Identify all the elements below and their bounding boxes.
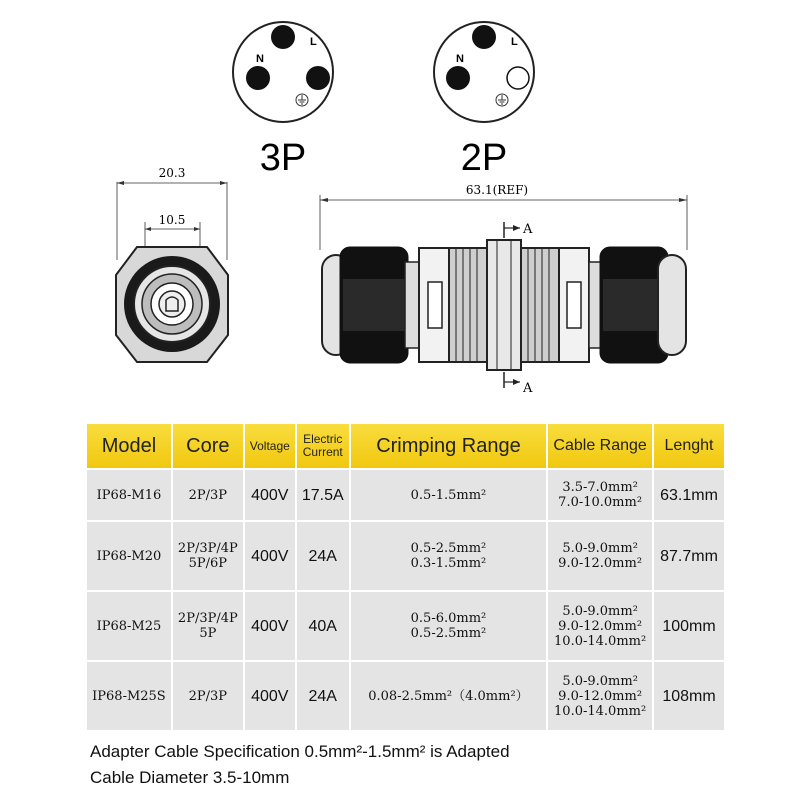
cell-current: 40A [297,592,349,660]
note-adapter-spec: Adapter Cable Specification 0.5mm²-1.5mm² is Adapted [90,742,510,761]
length-label: 63.1(REF) [465,183,529,197]
end-view [116,166,228,362]
header-core: Core [173,424,243,468]
header-voltage: Voltage [245,424,295,468]
cell-current: 24A [297,662,349,730]
section-label-bottom: A [523,381,533,396]
pin-n-label: N [256,53,264,65]
cell-cable-range: 5.0-9.0mm² 9.0-12.0mm² [548,522,652,590]
table-row [87,592,724,660]
cell-core: 2P/3P [173,470,243,520]
cell-core: 2P/3P/4P 5P [173,592,243,660]
header-crimping: Crimping Range [351,424,547,468]
cell-voltage: 400V [245,470,295,520]
cell-cable-range: 5.0-9.0mm² 9.0-12.0mm² 10.0-14.0mm² [548,592,652,660]
cell-crimping: 0.5-1.5mm² [351,470,547,520]
header-model: Model [87,424,171,468]
cell-model: IP68-M20 [87,522,171,590]
spec-table [85,422,726,732]
pin-n [446,66,470,90]
cell-current: 17.5A [297,470,349,520]
side-view [320,183,687,396]
cell-length: 63.1mm [654,470,724,520]
pin-l-label: L [511,36,518,48]
table-row [87,662,724,730]
inner-width-label: 10.5 [158,213,186,227]
cell-length: 100mm [654,592,724,660]
header-cable-range: Cable Range [548,424,652,468]
cell-current: 24A [297,522,349,590]
cell-model: IP68-M25S [87,662,171,730]
header-length: Lenght [654,424,724,468]
pin-n-label: N [456,53,464,65]
pinout-3p-label: 3P [259,137,307,179]
cell-model: IP68-M16 [87,470,171,520]
cell-voltage: 400V [245,522,295,590]
cell-voltage: 400V [245,662,295,730]
table-header-row [87,424,724,468]
outer-width-label: 20.3 [158,166,186,180]
pinout-3p [233,22,333,179]
table-row [87,522,724,590]
cell-voltage: 400V [245,592,295,660]
cell-crimping: 0.5-2.5mm² 0.3-1.5mm² [351,522,547,590]
pin-l-label: L [310,36,317,48]
pinout-2p-label: 2P [460,137,508,179]
header-current: Electric Current [297,424,349,468]
pin-top [472,25,496,49]
cell-crimping: 0.5-6.0mm² 0.5-2.5mm² [351,592,547,660]
table-row [87,470,724,520]
note-cable-diameter: Cable Diameter 3.5-10mm [90,768,290,787]
pin-empty [507,67,529,89]
section-label-top: A [523,222,533,237]
cell-crimping: 0.08-2.5mm²（4.0mm²） [351,662,547,730]
cell-core: 2P/3P/4P 5P/6P [173,522,243,590]
cell-core: 2P/3P [173,662,243,730]
cell-length: 108mm [654,662,724,730]
cell-cable-range: 3.5-7.0mm² 7.0-10.0mm² [548,470,652,520]
pin-l-right [306,66,330,90]
pin-n [246,66,270,90]
pinout-2p [434,22,534,179]
cell-length: 87.7mm [654,522,724,590]
pin-top [271,25,295,49]
cell-cable-range: 5.0-9.0mm² 9.0-12.0mm² 10.0-14.0mm² [548,662,652,730]
cell-model: IP68-M25 [87,592,171,660]
